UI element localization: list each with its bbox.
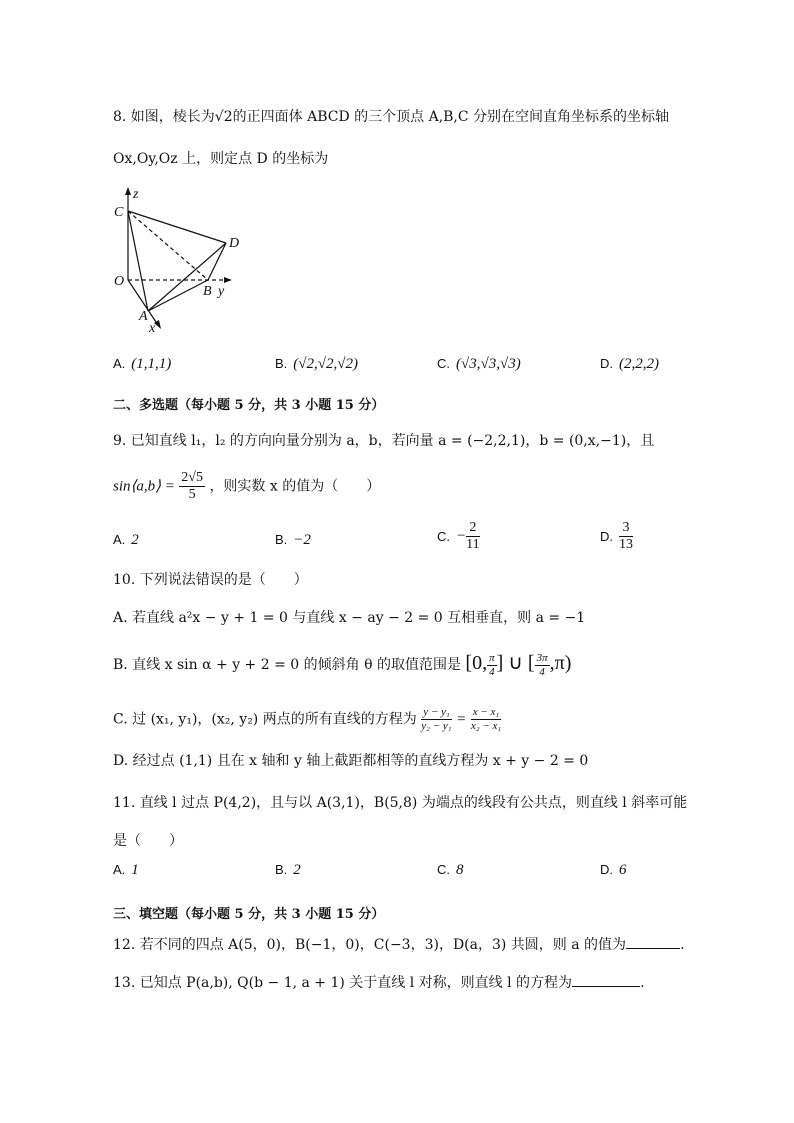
q11-stem-line2: 是（ ） [113, 833, 183, 849]
label-B: B [203, 284, 212, 299]
section-3-heading: 三、填空题（每小题 5 分，共 3 小题 15 分） [113, 907, 385, 922]
label-x: x [149, 321, 156, 333]
q11-stem-line1: 11. 直线 l 过点 P(4,2)，且与以 A(3,1)，B(5,8) 为端点的线段有公共点，则直线 l 斜率可能 [113, 795, 688, 811]
label-z: z [133, 187, 139, 202]
q8-option-a[interactable]: A. (1,1,1) [113, 356, 172, 372]
q10-option-d[interactable]: D. 经过点 (1,1) 且在 x 轴和 y 轴上截距都相等的直线方程为 x + y − 2 = 0 [113, 753, 589, 769]
q10-stem: 10. 下列说法错误的是（ ） [113, 572, 308, 588]
q8-stem-line2: Ox,Oy,Oz 上，则定点 D 的坐标为 [113, 151, 329, 167]
q12-answer-blank[interactable] [626, 934, 680, 949]
q8-option-d[interactable]: D. (2,2,2) [600, 356, 659, 372]
q9-fraction: $\frac{2√5}{5}$ [181, 470, 203, 502]
q13-answer-blank[interactable] [572, 972, 640, 987]
q13-stem: 13. 已知点 P(a,b), Q(b − 1, a + 1) 关于直线 l 对称，则直线 l 的方程为 . [113, 972, 645, 992]
q10-option-b[interactable]: B. 直线 x sin α + y + 2 = 0 的倾斜角 θ 的取值范围是 [0, $\frac{\pi}{4}$ ] ∪ [ $\frac{3\pi}{4}$ ,π) [113, 651, 572, 678]
q9-stem-line1: 9. 已知直线 l₁，l₂ 的方向向量分别为 a，b，若向量 a = (−2,2,1)，b = (0,x,−1)，且 [113, 433, 655, 449]
label-O: O [114, 274, 125, 289]
label-y: y [218, 284, 225, 299]
q9-option-a[interactable]: A. 2 [113, 532, 139, 548]
q8-option-c[interactable]: C. (√3,√3,√3) [437, 356, 521, 372]
q9-option-b[interactable]: B. −2 [275, 532, 311, 548]
q9-stem-line2: sin⟨a,b⟩ = $\frac{2√5}{5}$ ，则实数 x 的值为（ ） [113, 470, 381, 502]
label-A: A [139, 309, 148, 324]
q9-option-d[interactable]: D. $\frac{3}{13}$ [600, 520, 633, 552]
label-C: C [114, 205, 124, 220]
q12-stem: 12. 若不同的四点 A(5，0)，B(−1，0)，C(−3，3)，D(a，3) 共圆，则 a 的值为 . [113, 934, 685, 954]
q8-stem-line1: 8. 如图，棱长为√2的正四面体 ABCD 的三个顶点 A,B,C 分别在空间直角坐标系的坐标轴 [113, 109, 670, 125]
q9-option-c[interactable]: C. − $\frac{2}{11}$ [437, 520, 480, 552]
q8-option-b[interactable]: B. (√2,√2,√2) [275, 356, 358, 372]
q11-option-d[interactable]: D. 6 [600, 862, 627, 878]
q11-option-b[interactable]: B. 2 [275, 862, 301, 878]
q10-option-c[interactable]: C. 过 (x₁, y₁)，(x₂, y₂) 两点的所有直线的方程为 $\frac{\text{y − y₁}}{\text{y₂ − y₁}}$ = $\frac{\text{x − x₁}}{\text{x₂ − x₁}}$ [113, 706, 502, 732]
label-D: D [229, 236, 240, 251]
q11-option-c[interactable]: C. 8 [437, 862, 464, 878]
tetrahedron-figure [108, 183, 248, 333]
section-2-heading: 二、多选题（每小题 5 分，共 3 小题 15 分） [113, 398, 385, 413]
q10-option-a[interactable]: A. 若直线 a²x − y + 1 = 0 与直线 x − ay − 2 = 0 互相垂直，则 a = −1 [113, 610, 586, 626]
q11-option-a[interactable]: A. 1 [113, 862, 139, 878]
